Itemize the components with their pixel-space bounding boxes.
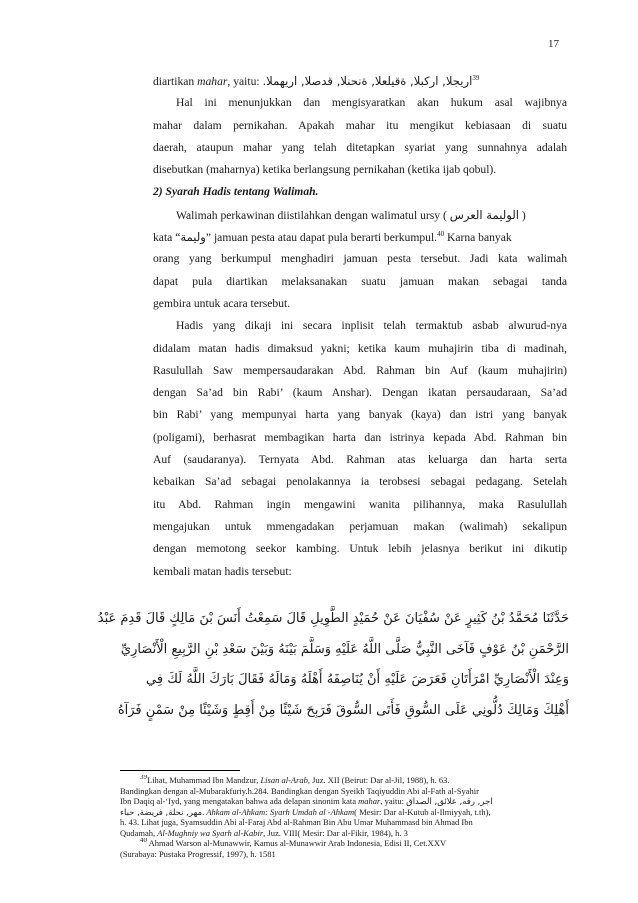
footnote-line	[120, 828, 567, 839]
section-heading: 2) Syarah Hadis tentang Walimah.	[153, 185, 319, 199]
text-run: Ahmad Warson al-Munawwir, Kamus al-Munawwir Arab Indonesia, Edisi II, Cet.XXV	[147, 838, 447, 848]
page-number: 17	[548, 38, 559, 50]
text-run: Walimah perkawinan diistilahkan dengan walimatul ursy (	[176, 208, 450, 222]
text-line: (poligami), berhasrat membagikan harta dan istrinya kepada Abd. Rahman bin	[153, 430, 567, 444]
text-line: Hadis yang dikaji ini secara inplisit telah termaktub asbab alwurud-nya	[176, 319, 567, 333]
text-run: ” jamuan pesta atau dapat pula berarti berkumpul.	[205, 231, 438, 245]
text-run: h. 43. Lihat juga, Syamsuddin Abi al-Faraj Abd al-Rahman Bin Abu Umar Muhammasd bin Ahmad Ibn	[120, 817, 473, 827]
text-run: (Surabaya: Pustaka Progressif, 1997), h. 1581	[120, 848, 276, 859]
term-mahar: mahar	[197, 75, 228, 88]
body-text	[153, 70, 567, 583]
book-title: Lisan al-Arab	[260, 775, 308, 785]
footnote-line	[120, 775, 567, 786]
arabic-term: وليمة	[180, 230, 206, 245]
text-line: mahar dalam pernikahan. Apakah mahar itu mengikut kebiasaan di suatu	[153, 118, 567, 132]
text-run: diartikan	[153, 75, 198, 88]
arabic-line: وَعِنْدَ الْأَنْصَارِيِّ امْرَأَتَانِ فَعَرَضَ عَلَيْهِ أَنْ يُنَاصِفَهُ أَهْلَهُ وَمَالَهُ فَقَالَ بَارَكَ اللَّهُ لَكَ فِي	[146, 672, 569, 687]
text-line: itu Abd. Rahman ingin mengawini wanita pilihannya, maka Rasulullah	[153, 497, 567, 511]
footnote-line	[120, 786, 567, 797]
text-line: Hal ini menunjukkan dan mengisyaratkan akan hukum asal wajibnya	[176, 96, 567, 110]
footnote-line	[120, 817, 567, 828]
text-line: gembira untuk acara tersebut.	[153, 296, 291, 310]
hadith-arabic-text	[97, 604, 569, 726]
text-line: dengan Sa’ad bin Rabi’ (kaum Anshar). Dengan ikatan persaudaraan, Sa’ad	[153, 386, 567, 400]
text-line: bin Rabi’ yang mempunyai harta yang banyak (kaya) dan istri yang banyak	[153, 408, 567, 422]
arabic-line: حَدَّثَنَا مُحَمَّدُ بْنُ كَثِيرٍ عَنْ سُفْيَانَ عَنْ حُمَيْدٍ الطَّوِيلِ قَالَ سَمِعْتُ أَنَسَ بْنَ مَالِكٍ قَالَ قَدِمَ عَبْدُ	[97, 611, 569, 626]
text-run: )	[518, 208, 526, 222]
book-title: Al-Mughniy wa Syarh al-Kabir	[157, 827, 264, 838]
footnote-number: 40	[140, 838, 147, 845]
text-line	[153, 70, 567, 92]
text-line: disebutkan (maharnya) ketika berlangsung pernikahan (ketika ijab qobul).	[153, 163, 497, 177]
arabic-term: الوليمة العرس	[449, 207, 519, 222]
term-mahar: mahar	[358, 796, 381, 806]
text-run: .	[202, 806, 207, 817]
arabic-synonyms: اجر, رقه, علائق, الصداق	[406, 797, 493, 807]
text-line: didalam matan hadis dimaksud yakni; ketika kaum muhajirin tiba di madinah,	[153, 341, 567, 355]
text-line: kebaikan Sa’ad sebagai penolakannya ia terobsesi sebagai pedagang. Setelah	[153, 475, 567, 489]
footnote-line	[120, 807, 567, 818]
text-line: daerah, ataupun mahar yang telah ditetapkan syariat yang sunnahnya adalah	[153, 140, 567, 154]
footnote-number: 39	[140, 775, 147, 782]
text-line: dapat pula diartikan melaksanakan suatu jamuan makan sebagai tanda	[153, 274, 567, 288]
text-run: Karna banyak	[444, 231, 512, 245]
text-line: kembali matan hadis tersebut:	[153, 564, 292, 578]
text-line: orang yang berkumpul menghadiri jamuan pesta tersebut. Jadi kata walimah	[153, 252, 567, 266]
footnote-separator	[120, 770, 240, 771]
text-line	[153, 226, 567, 248]
text-run: , Juz. XII (Beirut: Dar al-Jil, 1988), h. 63.	[307, 775, 450, 785]
footnote-ref-39: 39	[472, 74, 480, 83]
text-run: Ibn Daqiq al-‘Iyd, yang mengatakan bahwa ada delapan sinonim kata	[120, 796, 359, 806]
arabic-synonyms: مهر, نحلة, فريضة, حباء	[120, 807, 203, 817]
arabic-synonyms: اريجلا, اركبلا, ةقيلعلا, ةنحنلا, قدصلا, اريهملا.	[262, 74, 473, 88]
book-title: Ahkam al-Ahkam: Syarh Umdah al -Ahkam	[206, 806, 355, 817]
footnotes	[120, 775, 567, 859]
text-run: , yaitu:	[380, 796, 407, 806]
text-line: mengajukan untuk mmengadakan perjamuan makan (walimah) sekalipun	[153, 519, 567, 533]
text-line: Rasulullah Saw mempersaudarakan Abd. Rahman bin Auf (kaum muhajirin)	[153, 363, 567, 377]
text-run: ( Mesir: Dar al-Kutub al-Ilmiyyah, t.th),	[354, 806, 491, 817]
text-line: dengan memotong seekor kambing. Untuk lebih jelasnya berikut ini dikutip	[153, 542, 567, 556]
text-run: Qudamah,	[120, 827, 158, 838]
footnote-line	[120, 849, 567, 860]
footnote-line	[120, 796, 567, 807]
text-run: , Juz. VIII( Mesir: Dar al-Fikir, 1984), h. 3	[263, 827, 408, 838]
arabic-line: أَهْلِكَ وَمَالِكَ دُلُّونِي عَلَى السُّوقِ فَأَتَى السُّوقَ فَرَبِحَ شَيْئًا مِنْ أَقِطٍ وَشَيْئًا مِنْ سَمْنٍ فَرَآهُ	[117, 702, 569, 718]
footnote-ref-40: 40	[437, 230, 445, 239]
text-run: , yaitu:	[227, 75, 263, 88]
text-line: Auf (saudaranya). Ternyata Abd. Rahman atas keluarga dan harta serta	[153, 453, 567, 467]
arabic-line: الرَّحْمَنِ بْنُ عَوْفٍ فَآخَى النَّبِيُّ صَلَّى اللَّهُ عَلَيْهِ وَسَلَّمَ بَيْنَهُ وَبَيْنَ سَعْدِ بْنِ الرَّبِيعِ الْأَنْصَارِيِّ	[120, 641, 569, 657]
text-run: Bandingkan dengan al-Mubarakfuriy.h.284. Bandingkan dengan Syeikh Taqiyuddin Abi al-Fath al-Syahir	[120, 785, 479, 796]
text-run: kata “	[153, 231, 181, 245]
footnote-line	[120, 838, 567, 849]
text-run: Lihat, Muhammad Ibn Mandzur,	[147, 775, 261, 785]
text-line	[153, 204, 567, 226]
